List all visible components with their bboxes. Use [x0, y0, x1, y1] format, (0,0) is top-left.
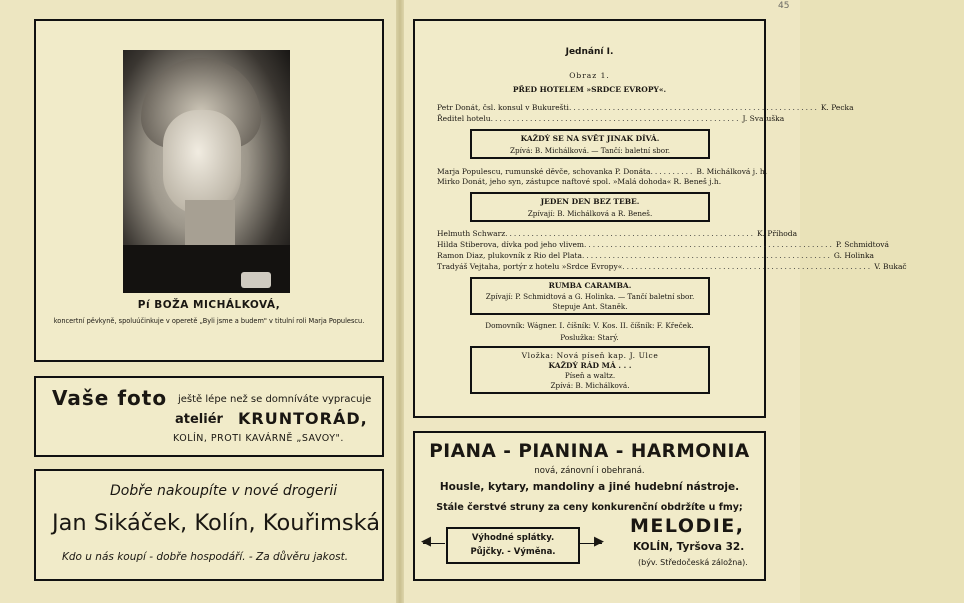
ad-drogerie-line1: Dobře nakoupíte v nové drogerii	[110, 483, 338, 499]
ad-melodie-sub3: Stále čerstvé struny za ceny konkurenční obdržíte u fmy;	[436, 502, 743, 513]
ad-melodie-sub2: Housle, kytary, mandoliny a jiné hudební nástroje.	[439, 481, 740, 493]
portrait-photo	[123, 50, 290, 293]
ad-melodie-note: (býv. Středočeská záložna).	[638, 558, 748, 567]
cast-row: Marja Populescu, rumunské děvče, schovanka P. Donáta .......... B. Michálková j. h.	[437, 167, 768, 176]
song-1-title: KAŽDÝ SE NA SVĚT JINAK DÍVÁ.	[520, 134, 660, 143]
ad-melodie-sub1: nová, zánovní i obehraná.	[534, 466, 645, 476]
act-title: Jednání I.	[565, 47, 614, 57]
ad-foto-kruntorad: KRUNTORÁD,	[238, 409, 368, 428]
song-3-credits2: Stepuje Ant. Staněk.	[552, 302, 628, 311]
scene-title: Obraz 1.	[569, 71, 610, 80]
arrow-left-head: ◀	[421, 534, 431, 549]
insert-credits: Zpívá: B. Michálková.	[550, 381, 630, 390]
staff-line-1: Domovník: Wágner. I. číšník: V. Kos. II. číšník: F. Křeček.	[485, 321, 694, 330]
insert-title: KAŽDÝ RÁD MÁ . . .	[548, 361, 632, 370]
ad-foto-address: KOLÍN, PROTI KAVÁRNĚ „SAVOY".	[173, 433, 344, 444]
song-1-credits: Zpívá: B. Michálková. — Tančí: baletní sbor.	[509, 146, 671, 155]
ad-drogerie-line2: Jan Sikáček, Kolín, Kouřimská	[52, 510, 381, 536]
cast-row: Ramon Diaz, plukovník z Rio del Plata ......................................................... G. Holinka	[437, 251, 875, 260]
insert-label: Vložka: Nová píseň kap. J. Ulce	[521, 351, 659, 360]
insert-type: Píseň a waltz.	[564, 371, 616, 380]
page-number: 45	[778, 1, 790, 11]
staff-line-2: Poslužka: Starý.	[560, 333, 619, 342]
song-2-credits: Zpívají: B. Michálková a R. Beneš.	[527, 209, 653, 218]
cast-row: Petr Donát, čsl. konsul v Bukurešti ......................................................... K. Pecka	[437, 103, 854, 112]
book-gutter	[396, 0, 404, 603]
scene-setting: PŘED HOTELEM »SRDCE EVROPY«.	[512, 85, 667, 94]
cast-row: Tradyáš Vejtaha, portýr z hotelu »Srdce Evropy« ......................................................... V. Bukač	[437, 262, 907, 271]
ad-melodie-box1: Výhodné splátky.	[471, 533, 555, 543]
cast-row: Hilda Stiberova, dívka pod jeho vlivem ......................................................... P. Schmidtová	[437, 240, 889, 249]
ad-melodie-brand: MELODIE,	[630, 515, 745, 537]
portrait-caption: koncertní pěvkyně, spoluúčinkuje v operetě „Byli jsme a budem" v titulní roli Marja Populescu.	[53, 317, 365, 325]
song-2-title: JEDEN DEN BEZ TEBE.	[540, 197, 640, 206]
cast-row: Ředitel hotelu ......................................................... J. Svatuška	[437, 114, 785, 123]
song-3-title: RUMBA CARAMBA.	[548, 281, 632, 290]
ad-foto-big: Vaše foto	[52, 386, 168, 410]
ad-drogerie-line3: Kdo u nás koupí - dobře hospodáří. - Za důvěru jakost.	[62, 551, 349, 563]
portrait-name: Pí BOŽA MICHÁLKOVÁ,	[137, 299, 281, 311]
cast-row: Helmuth Schwarz ......................................................... K. Příhoda	[437, 229, 798, 238]
ad-melodie-box2: Půjčky. - Výměna.	[470, 547, 556, 557]
ad-melodie-address: KOLÍN, Tyršova 32.	[633, 541, 745, 553]
ad-melodie-headline: PIANA - PIANINA - HARMONIA	[429, 441, 750, 462]
song-3-credits: Zpívají: P. Schmidtová a G. Holinka. — Tančí baletní sbor.	[485, 292, 695, 301]
cast-row: Mirko Donát, jeho syn, zástupce naftové spol. »Malá dohoda« R. Beneš j.h.	[437, 177, 722, 186]
arrow-right-head: ▶	[594, 534, 604, 549]
ad-foto-small: ještě lépe než se domníváte vypracuje	[178, 394, 372, 405]
ad-foto-atelier: ateliér	[175, 412, 223, 427]
